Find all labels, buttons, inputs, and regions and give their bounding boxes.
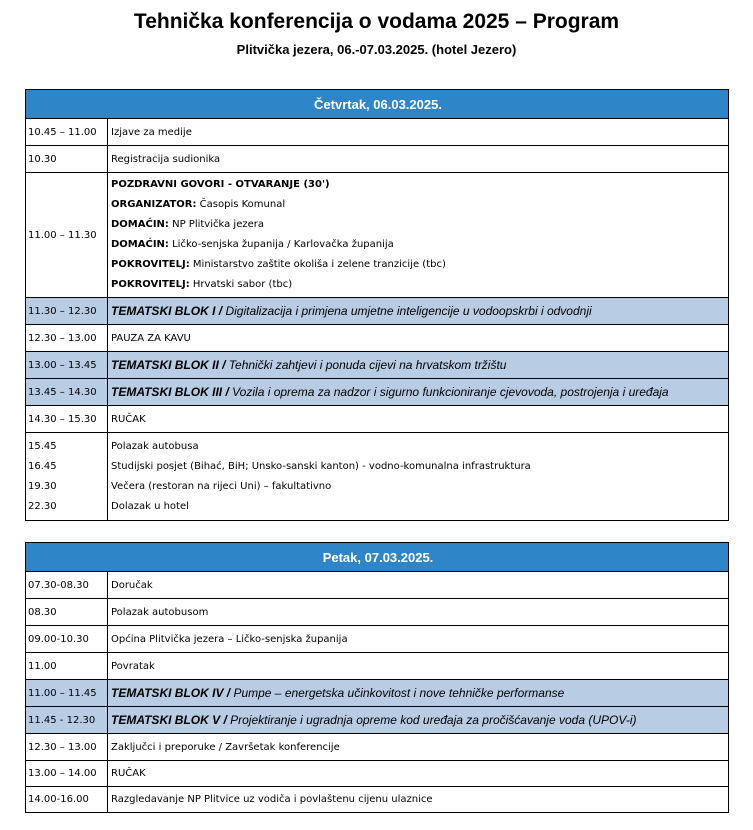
page-subtitle: Plitvička jezera, 06.-07.03.2025. (hotel Jezero) xyxy=(236,42,517,57)
table-row xyxy=(26,173,729,298)
day1-header: Četvrtak, 06.03.2025. xyxy=(26,90,729,119)
time-cell: 15.45 16.45 19.30 22.30 xyxy=(26,433,108,521)
time-cell: 10.30 xyxy=(26,146,108,173)
time-cell: 13.00 – 13.45 xyxy=(26,352,108,379)
thematic-block-cell: TEMATSKI BLOK II / Tehnički zahtjevi i ponuda cijevi na hrvatskom tržištu xyxy=(108,352,729,379)
thematic-block-cell: TEMATSKI BLOK III / Vozila i oprema za nadzor i sigurno funkcioniranje cjevovoda, postrojenja i uređaja xyxy=(108,379,729,406)
time-cell: 13.00 – 14.00 xyxy=(26,761,108,787)
time-cell: 11.45 - 12.30 xyxy=(26,707,108,734)
time-cell: 13.45 – 14.30 xyxy=(26,379,108,406)
table-row xyxy=(26,352,729,379)
table-row xyxy=(26,572,729,599)
event-cell: Izjave za medije xyxy=(108,119,729,146)
day2-header: Petak, 07.03.2025. xyxy=(26,543,729,572)
time-cell: 08.30 xyxy=(26,599,108,626)
table-row xyxy=(26,761,729,787)
table-row xyxy=(26,680,729,707)
thematic-block-cell: TEMATSKI BLOK I / Digitalizacija i primjena umjetne inteligencije u vodoopskrbi i odvodnji xyxy=(108,298,729,325)
opening-line: DOMAĆIN: NP Plitvička jezera xyxy=(111,219,264,230)
table-row xyxy=(26,146,729,173)
day2-schedule-table xyxy=(25,542,729,813)
event-cell: RUČAK xyxy=(108,761,729,787)
time-cell: 14.30 – 15.30 xyxy=(26,406,108,433)
table-row xyxy=(26,433,729,521)
time-cell: 10.45 – 11.00 xyxy=(26,119,108,146)
opening-title: POZDRAVNI GOVORI - OTVARANJE (30') xyxy=(111,179,330,190)
table-row xyxy=(26,734,729,761)
event-cell: Općina Plitvička jezera – Ličko-senjska županija xyxy=(108,626,729,653)
time-cell: 11.30 – 12.30 xyxy=(26,298,108,325)
table-row xyxy=(26,653,729,680)
table-row xyxy=(26,406,729,433)
event-cell: RUČAK xyxy=(108,406,729,433)
table-row xyxy=(26,379,729,406)
table-row xyxy=(26,707,729,734)
time-cell: 07.30-08.30 xyxy=(26,572,108,599)
table-row xyxy=(26,599,729,626)
event-cell: Polazak autobusa Studijski posjet (Bihać, BiH; Unsko-sanski kanton) - vodno-komunalna infrastruktura Večera (restoran na rijeci Uni) – fakultativno Dolazak u hotel xyxy=(108,433,729,521)
event-cell: Doručak xyxy=(108,572,729,599)
event-cell: Zaključci i preporuke / Završetak konferencije xyxy=(108,734,729,761)
time-cell: 12.30 – 13.00 xyxy=(26,734,108,761)
opening-line: ORGANIZATOR: Časopis Komunal xyxy=(111,199,286,210)
table-row xyxy=(26,325,729,352)
table-row xyxy=(26,787,729,813)
time-cell: 09.00-10.30 xyxy=(26,626,108,653)
event-cell: PAUZA ZA KAVU xyxy=(108,325,729,352)
table-row xyxy=(26,298,729,325)
opening-line: POKROVITELJ: Hrvatski sabor (tbc) xyxy=(111,279,293,290)
event-cell: Razgledavanje NP Plitvice uz vodiča i povlaštenu cijenu ulaznice xyxy=(108,787,729,813)
time-cell: 14.00-16.00 xyxy=(26,787,108,813)
table-row xyxy=(26,626,729,653)
time-cell: 12.30 – 13.00 xyxy=(26,325,108,352)
opening-line: POKROVITELJ: Ministarstvo zaštite okoliša i zelene tranzicije (tbc) xyxy=(111,259,446,270)
opening-cell xyxy=(108,173,729,298)
page-title: Tehnička konferencija o vodama 2025 – Program xyxy=(133,10,620,33)
thematic-block-cell: TEMATSKI BLOK V / Projektiranje i ugradnja opreme kod uređaja za pročišćavanje voda (UPOV-i) xyxy=(108,707,729,734)
time-cell: 11.00 xyxy=(26,653,108,680)
time-cell: 11.00 – 11.45 xyxy=(26,680,108,707)
day1-schedule-table xyxy=(25,89,729,521)
event-cell: Povratak xyxy=(108,653,729,680)
event-cell: Registracija sudionika xyxy=(108,146,729,173)
opening-line: DOMAĆIN: Ličko-senjska županija / Karlovačka županija xyxy=(111,239,394,250)
event-cell: Polazak autobusom xyxy=(108,599,729,626)
table-row xyxy=(26,119,729,146)
time-cell: 11.00 – 11.30 xyxy=(26,173,108,298)
thematic-block-cell: TEMATSKI BLOK IV / Pumpe – energetska učinkovitost i nove tehničke performanse xyxy=(108,680,729,707)
